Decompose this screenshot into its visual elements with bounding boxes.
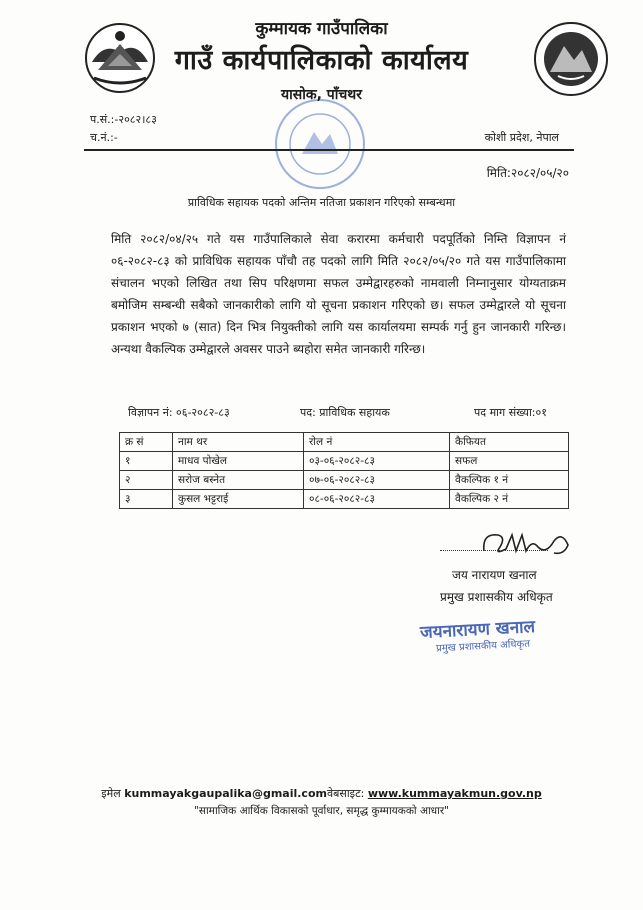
table-cell: वैकल्पिक २ नं [450,490,569,509]
office-place: यासोक, पाँचथर [281,87,362,103]
table-row [120,471,569,490]
letter-subject: प्राविधिक सहायक पदको अन्तिम नतिजा प्रकाशन गरिएको सम्बन्धमा [187,196,456,209]
dispatch-number: च.नं.:- [90,131,118,144]
website-link[interactable]: www.kummayakmun.gov.np [367,787,542,800]
office-title: गाउँ कार्यपालिकाको कार्यालय [174,45,469,76]
column-header: रोल नं [304,433,450,452]
table-cell: सफल [450,452,569,471]
province-label: कोशी प्रदेश, नेपाल [484,131,559,144]
footer-contact [0,786,643,801]
column-header: क्र सं [120,433,173,452]
results-table [119,432,569,509]
stamp-name: जयनारायण खनाल [419,617,536,643]
table-row [120,490,569,509]
email-address[interactable]: kummayakgaupalika@gmail.com [124,787,327,800]
reference-number: प.सं.:-२०८२।८३ [90,113,157,126]
header-divider [84,149,574,151]
column-header: कैफियत [450,433,569,452]
notice-body: मिति २०८२/०४/२५ गते यस गाउँपालिकाले सेवा करारमा कर्मचारी पदपूर्तिको निम्ति विज्ञापन नं ०६-२०८२-८३ को प्राविधिक सहायक पाँचौ तह पदको लागि मिति २०८२/०५/२० गते यस गाउँपालिकामा संचालन भएको लिखित तथा सिप परिक्षणमा सफल उम्मेद्वारहरुको नामवाली निम्नानुसार योग्यताक्रम बमोजिम सम्बन्धी सबैको जानकारीको लागि यो सूचना प्रकाशन गरिएको छ। सफल उम्मेद्वारले यो सूचना प्रकाशन भएको ७ (सात) दिन भित्र नियुक्तीको लागि यस कार्यालयमा सम्पर्क गर्नु हुन जानकारी गरिन्छ। अन्यथा वैकल्पिक उम्मेद्वारले अवसर पाउने ब्यहोरा समेत जानकारी गरिन्छ। [111,232,566,356]
letter-date: मिति:२०८२/०५/२० [486,166,569,180]
table-cell: २ [120,471,173,490]
email-label: इमेल [101,787,121,800]
footer-motto: "सामाजिक आर्थिक विकासको पूर्वाधार, समृद्ध कुम्मायकको आधार" [194,805,449,817]
post-demand-count: पद माग संख्या:०१ [474,406,547,419]
signature-line [440,550,548,551]
column-header: नाम थर [173,433,304,452]
table-header-row [120,433,569,452]
website-label: वेबसाइट: [326,787,365,800]
table-cell: माधव पोखेल [173,452,304,471]
post-name: पद: प्राविधिक सहायक [300,406,390,419]
table-cell: वैकल्पिक १ नं [450,471,569,490]
table-cell: ०३-०६-२०८२-८३ [304,452,450,471]
table-cell: कुसल भट्टराई [173,490,304,509]
signer-title: प्रमुख प्रशासकीय अधिकृत [440,590,553,604]
table-cell: सरोज बस्नेत [173,471,304,490]
table-row [120,452,569,471]
stamp-title: प्रमुख प्रशासकीय अधिकृत [435,638,531,655]
municipality-name: कुम्मायक गाउँपालिका [255,19,388,39]
table-cell: ०८-०६-२०८२-८३ [304,490,450,509]
table-cell: ३ [120,490,173,509]
handwritten-signature [476,525,576,563]
table-cell: ०७-०६-२०८२-८३ [304,471,450,490]
advert-number: विज्ञापन नं: ०६-२०८२-८३ [128,406,230,419]
office-seal-stamp [272,96,368,192]
signer-name: जय नारायण खनाल [452,568,537,582]
table-cell: १ [120,452,173,471]
